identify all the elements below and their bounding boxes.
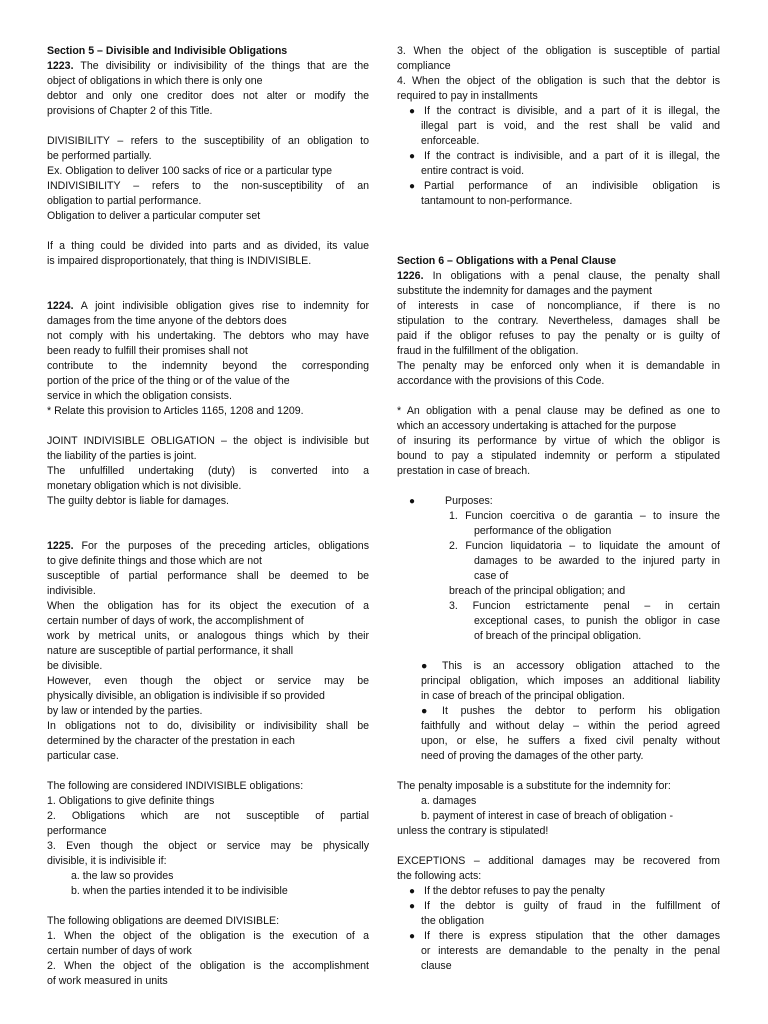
list-item: 2. When the object of the obligation is the accomplishment [47,960,369,972]
article-1224-line: damages from the time anyone of the debtors does [47,315,287,327]
joint-indivisible-line: The unfulfilled undertaking (duty) is converted into a [47,465,369,477]
bullet-item: ● If the debtor refuses to pay the penalty [397,884,720,899]
article-1225-line: In obligations not to do, divisibility or indivisibility shall be [47,720,369,732]
divisibility-definition: DIVISIBILITY – refers to the susceptibility of an obligation to [47,135,369,147]
section-6-title: Section 6 – Obligations with a Penal Clause [397,255,616,267]
article-1225-line: physically divisible, an obligation is indivisible if so provided [47,690,325,702]
article-1225: 1225. For the purposes of the preceding articles, obligations [47,540,369,552]
divisibility-example: Ex. Obligation to deliver 100 sacks of rice or a particular type [47,165,332,177]
article-1223-line: provisions of Chapter 2 of this Title. [47,105,213,117]
bullet-item-line: enforceable. [421,135,480,147]
exceptions-heading: EXCEPTIONS – additional damages may be recovered from [397,855,720,867]
article-1224-line: not comply with his undertaking. The debtors who may have [47,330,369,342]
article-1225-line: indivisible. [47,585,96,597]
right-column [397,44,720,974]
substitute-heading: The penalty imposable is a substitute for the indemnity for: [397,780,671,792]
purpose-item: 3. Funcion estrictamente penal – in certain [449,600,720,612]
list-item: 3. When the object of the obligation is susceptible of partial [397,45,720,57]
purpose-item-line: of breach of the principal obligation. [474,630,642,642]
article-1224: 1224. A joint indivisible obligation gives rise to indemnity for [47,300,369,312]
article-1225-line: particular case. [47,750,119,762]
purpose-item: 1. Funcion coercitiva o de garantia – to insure the [449,510,720,522]
article-1226-line: substitute the indemnity for damages and the payment [397,285,652,297]
article-1223-line: object of obligations in which there is only one [47,75,263,87]
list-item: 1. Obligations to give definite things [47,795,215,807]
penal-clause-line: prestation in case of breach. [397,465,531,477]
article-1225-line: determined by the character of the prestation in each [47,735,295,747]
article-1225-line: be divisible. [47,660,103,672]
article-1224-line: contribute to the indemnity beyond the corresponding [47,360,369,372]
sub-list-item: b. payment of interest in case of breach of obligation - [421,810,674,822]
article-1224-note: * Relate this provision to Articles 1165, 1208 and 1209. [47,405,304,417]
bullet-item: ● It pushes the debtor to perform his obligation [421,705,720,717]
bullet-item-line: need of proving the damages of the other party. [421,750,644,762]
joint-indivisible-line: The guilty debtor is liable for damages. [47,495,229,507]
bullet-icon: ● [421,660,428,672]
bullet-item: ● If the contract is indivisible, and a part of it is illegal, the [397,149,720,164]
joint-indivisible-line: monetary obligation which is not divisible. [47,480,242,492]
bullet-icon: ● [421,705,428,717]
article-1226-line: of interests in case of noncompliance, if there is no [397,300,720,312]
purpose-item-line: damages to be awarded to the injured party in [474,555,720,567]
purposes-heading: ● Purposes: [397,494,720,509]
article-1225-line: work by metrical units, or analogous things which by their [47,630,369,642]
penal-clause-line: of insuring its performance by virtue of which the obligor is [397,435,720,447]
penal-clause-line: which an accessory undertaking is attached for the purpose [397,420,677,432]
purpose-item-line: breach of the principal obligation; and [449,585,626,597]
bullet-item-line: the obligation [421,915,485,927]
bullet-item: ● If the debtor is guilty of fraud in the fulfillment of [397,899,720,914]
purpose-item-line: case of [474,570,509,582]
purpose-item-line: performance of the obligation [474,525,612,537]
bullet-item-line: illegal part is void, and the rest shall be valid and [421,120,720,132]
indivisibility-example: Obligation to deliver a particular computer set [47,210,261,222]
bullet-item-line: upon, or else, he suffers a fixed civil penalty without [421,735,720,747]
indivisible-list-heading: The following are considered INDIVISIBLE obligations: [47,780,304,792]
article-1223-line: debtor and only one creditor does not alter or modify the [47,90,369,102]
indivisibility-definition: INDIVISIBILITY – refers to the non-susceptibility of an [47,180,369,192]
bullet-item-line: or interests are demandable to the penalty in the penal [421,945,720,957]
bullet-item-line: tantamount to non-performance. [421,195,573,207]
exceptions-heading-line: the following acts: [397,870,482,882]
indivisible-thing-note-line: is impaired disproportionately, that thing is INDIVISIBLE. [47,255,312,267]
bullet-item-line: clause [421,960,452,972]
bullet-item: ● This is an accessory obligation attached to the [421,660,720,672]
bullet-item-line: principal obligation, which imposes an additional liability [421,675,720,687]
article-1226: 1226. In obligations with a penal clause, the penalty shall [397,270,720,282]
list-item-line: divisible, it is indivisible if: [47,855,167,867]
article-1226-line: The penalty may be enforced only when it is demandable in [397,360,720,372]
article-1225-line: susceptible of partial performance shall be deemed to be [47,570,369,582]
article-1225-line: by law or intended by the parties. [47,705,203,717]
bullet-item: ● If the contract is divisible, and a part of it is illegal, the [397,104,720,119]
article-1224-line: portion of the price of the thing or of the value of the [47,375,290,387]
list-item: 1. When the object of the obligation is the execution of a [47,930,369,942]
article-1225-line: to give definite things and those which are not [47,555,262,567]
article-1224-line: service in which the obligation consists. [47,390,232,402]
indivisibility-definition-line: obligation to partial performance. [47,195,202,207]
bullet-item: ● If there is express stipulation that the other damages [397,929,720,944]
list-item-line: compliance [397,60,451,72]
list-item-line: of work measured in units [47,975,168,987]
joint-indivisible-line: the liability of the parties is joint. [47,450,197,462]
article-1225-line: certain number of days of work, the accomplishment of [47,615,304,627]
article-1226-line: fraud in the fulfillment of the obligation. [397,345,579,357]
list-item-line: certain number of days of work [47,945,192,957]
list-item: 3. Even though the object or service may be physically [47,840,369,852]
bullet-item-line: faithfully and without delay – within the period agreed [421,720,720,732]
purpose-item-line: exceptional cases, to punish the obligor in case [474,615,720,627]
joint-indivisible-definition: JOINT INDIVISIBLE OBLIGATION – the object is indivisible but [47,435,369,447]
article-1226-line: accordance with the provisions of this Code. [397,375,605,387]
bullet-item: ● Partial performance of an indivisible obligation is [397,179,720,194]
section-5-title: Section 5 – Divisible and Indivisible Obligations [47,45,288,57]
article-1224-line: been ready to fulfill their promises shall not [47,345,248,357]
penal-clause-definition: * An obligation with a penal clause may be defined as one to [397,405,720,417]
article-1225-line: However, even though the object or service may be [47,675,369,687]
article-1226-line: stipulation to the contrary. Nevertheless, damages shall be [397,315,720,327]
sub-list-item: a. damages [421,795,477,807]
indivisible-thing-note: If a thing could be divided into parts and as divided, its value [47,240,369,252]
bullet-item-line: in case of breach of the principal obligation. [421,690,625,702]
penal-clause-line: bound to pay a stipulated indemnity or perform a stipulated [397,450,720,462]
list-item: 4. When the object of the obligation is such that the debtor is [397,75,720,87]
sub-list-item-line: unless the contrary is stipulated! [397,825,549,837]
sub-list-item: a. the law so provides [71,870,174,882]
bullet-item-line: entire contract is void. [421,165,525,177]
list-item: 2. Obligations which are not susceptible of partial [47,810,369,822]
divisibility-definition-line: be performed partially. [47,150,152,162]
article-1225-line: When the obligation has for its object the execution of a [47,600,369,612]
article-1223: 1223. The divisibility or indivisibility of the things that are the [47,60,369,72]
divisible-list-heading: The following obligations are deemed DIVISIBLE: [47,915,280,927]
article-1225-line: nature are susceptible of partial performance, it shall [47,645,294,657]
article-1226-line: paid if the obligor refuses to pay the penalty or is guilty of [397,330,720,342]
purpose-item: 2. Funcion liquidatoria – to liquidate the amount of [449,540,720,552]
list-item-line: required to pay in installments [397,90,538,102]
left-column [47,44,369,989]
list-item-line: performance [47,825,107,837]
sub-list-item: b. when the parties intended it to be indivisible [71,885,288,897]
